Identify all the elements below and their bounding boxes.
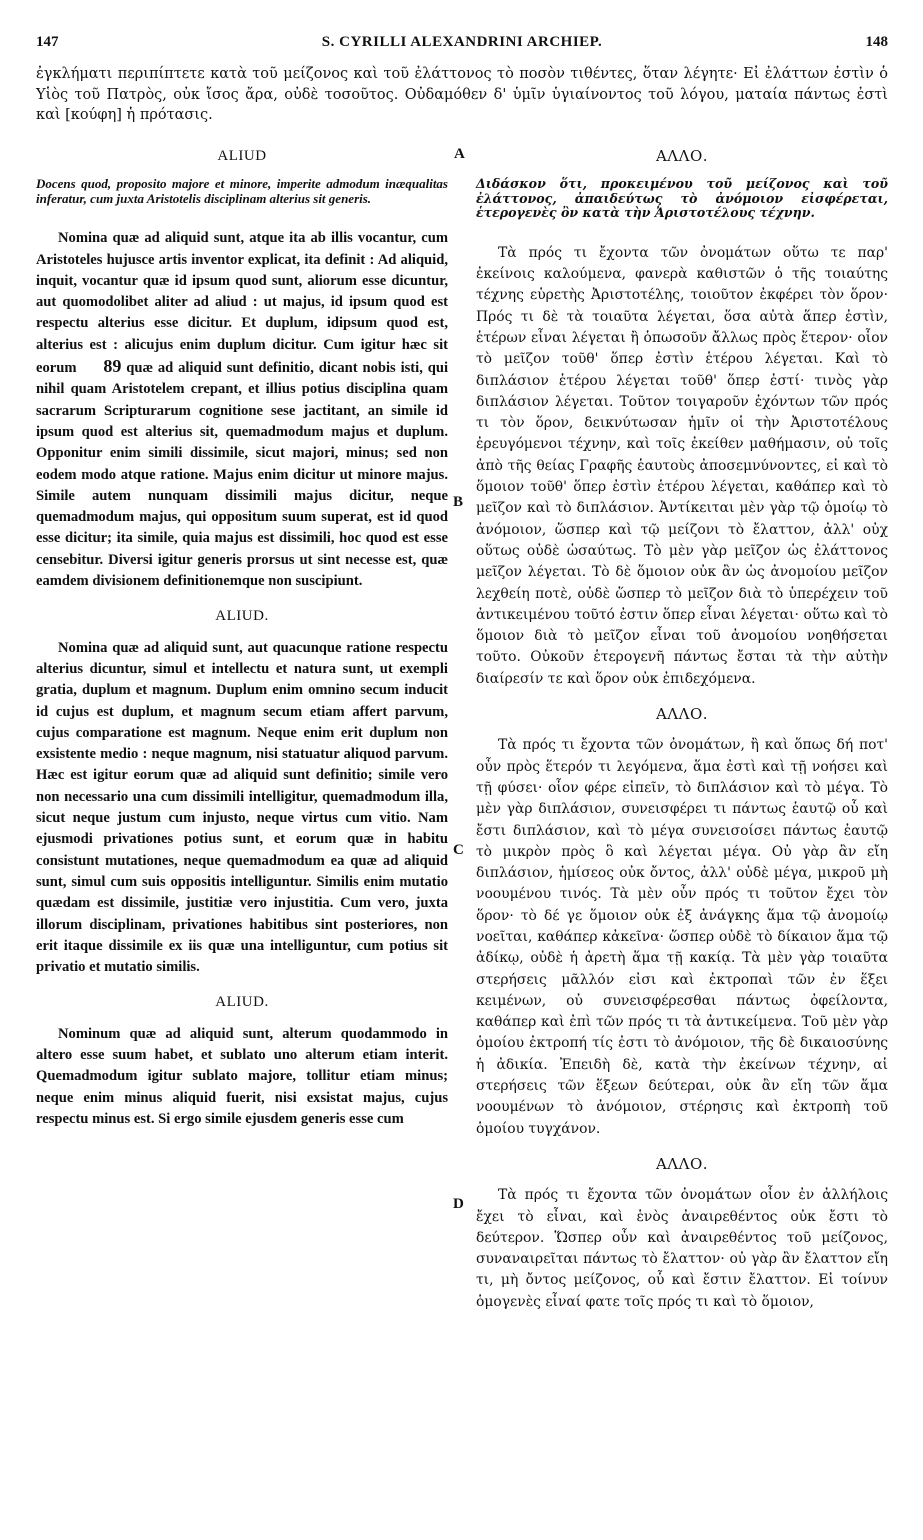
page-number-right: 148: [865, 34, 888, 50]
greek-section-2-text: Τὰ πρός τι ἔχοντα τῶν ὀνομάτων, ἢ καὶ ὅπως δή ποτ' οὖν πρὸς ἕτερόν τι λεγόμενα, ἅμα ἐστὶ καὶ τῇ νοήσει καὶ τῇ φύσει· οἷον φέρε εἰπεῖν, τὸ διπλάσιον καὶ τὸ μέγα. Τὸ μὲν γὰρ διπλάσιον, συνεισφέρει τι πάντως ἑαυτῷ οὗ καὶ ἔστι διπλάσιον, καὶ τὸ μέγα συνεισοίσει πάντως ἑαυτῷ τὸ μικρὸν πρὸς ὃ καὶ λέγεται μέγα. Οὐ γὰρ ἂν εἴη διπλάσιον, ἡμίσεος οὐκ ὄντος, ἀλλ' οὐδὲ μέγα, μικροῦ μὴ νοουμένου τινός. Τὰ μὲν οὖν πρός τι τοῦτον ἔχει τὸν ὅρον· τὸ δέ γε ὅμοιον οὐκ ἐξ ἀνάγκης ἅμα τῷ ἀνομοίῳ νοεῖται, καθάπερ κἀκεῖνα· ὥσπερ οὐδὲ τὸ δίκαιον ἅμα τῷ ἀδίκῳ, οὐδὲ ἡ ἀρετὴ ἅμα τῇ κακίᾳ. Τὰ μὲν γὰρ τοιαῦτα στερήσεις μᾶλλόν εἰσι καὶ ἐκτροπαὶ τῶν ἐν ἕξει κειμένων, οὐ συνεισφέρεσθαι πάντως ὀφείλοντα, καθάπερ καὶ ἐπὶ τῶν πρός τι τὰ ἀντικείμενα. Τοῦ μὲν γὰρ ὁμοίου ἐκτροπή τίς ἐστι τὸ ἀνόμοιον, τῆς δὲ δικαιοσύνης ἡ ἀδικία. Ἐπειδὴ δὲ, κατὰ τὴν ἐκείνων τέχνην, αἱ στερήσεις τῶν ἕξεων δεύτεραι, οὐκ ἂν εἴη τῶν ἅμα νοουμένων τὸ ἀνόμοιον, στέρησις καὶ ἐκτροπὴ τοῦ ὁμοίου τυγχάνον.: [476, 737, 888, 1137]
latin-column: [36, 146, 448, 1144]
intro-greek-text: ἐγκλήματι περιπίπτετε κατὰ τοῦ μείζονος καὶ τοῦ ἐλάττονος τὸ ποσὸν τιθέντες, ὅταν λέγητε· Εἰ ἐλάττων ἐστὶν ὁ Υἱὸς τοῦ Πατρὸς, οὐκ ἴσος ἄρα, οὐδὲ τοσοῦτος. Οὐδαμόθεν δ' ὑμῖν ὑγιαίνοντος τοῦ λόγου, ματαία πάντως ἐστὶ καὶ [κούφη] ἡ πρότασις.: [36, 66, 888, 123]
margin-marker-c: C: [453, 842, 464, 858]
latin-section-1-heading: ALIUD: [217, 148, 267, 164]
greek-section-3-text: Τὰ πρός τι ἔχοντα τῶν ὀνομάτων οἷον ἐν ἀλλήλοις ἔχει τὸ εἶναι, καὶ ἑνὸς ἀναιρεθέντος οὐκ ἔστι τὸ δεύτερον. Ὥσπερ οὖν καὶ ἀναιρεθέντος τοῦ μείζονος, συναναιρεῖται πάντως τὸ ἔλαττον· οὐ γὰρ ἂν ἔλαττον εἴη τι, μὴ ὄντος μείζονος, οὗ καὶ ἔστιν ἔλαττον. Εἰ τοίνυν ὁμογενὲς εἶναί φατε τοῖς πρός τι καὶ τὸ ὅμοιον,: [476, 1187, 888, 1310]
running-title: S. CYRILLI ALEXANDRINI ARCHIEP.: [321, 34, 603, 50]
latin-section-3-text: Nominum quæ ad aliquid sunt, alterum quodammodo in altero esse suum habet, et sublato uno alterum etiam interit. Quemadmodum igitur sublato majore, tollitur etiam minus; neque enim minus aliquid fuerit, nisi exsistat majus, cujus respectu minus est. Si ergo simile ejusdem generis esse cum: [36, 1025, 448, 1127]
greek-section-1-text: Τὰ πρός τι ἔχοντα τῶν ὀνομάτων οὕτω τε παρ' ἐκείνοις καλούμενα, φανερὰ καθιστῶν ὁ τῆς τοιαύτης τέχνης εὑρετὴς Ἀριστοτέλης, τοιοῦτον ἐκφέρει τὸν ὅρον· Πρός τι δὲ τὰ τοιαῦτα λέγεται, ὅσα αὐτὰ ἅπερ ἐστὶν, ἑτέρων εἶναι λέγεται ἢ ὁπωσοῦν ἄλλως πρὸς ἕτερον· οἷον τὸ μεῖζον τοῦθ' ὅπερ ἐστὶν ἑτέρου λέγεται. Καὶ τὸ διπλάσιον ἑτέρου λέγεται τοῦθ' ὅπερ ἐστί· τινὸς γὰρ διπλάσιον λέγεται. Τοῦτον τοιγαροῦν ἐχόντων τῶν πρός τι τὸν ὅρον, δεικνύτωσαν ἡμῖν οἱ τὴν Ἀριστοτέλους ἐρευγόμενοι τέχνην, καὶ τοῖς ἐκείθεν μαθήμασιν, οὐ τοῖς ἀπὸ τῆς θείας Γραφῆς ἑαυτοὺς ἀποσεμνύνοντες, εἰ καὶ τὸ ὅμοιον τοῦθ' ὅπερ ἐστὶν ἑτέρου λέγεται, καθάπερ καὶ τὸ μεῖζον καὶ τὸ διπλάσιον. Ἀντίκειται μὲν γὰρ τῷ ὁμοίῳ τὸ ἀνόμοιον, ὥσπερ καὶ τῷ μείζονι τὸ ἔλαττον, ἀλλ' οὐχ οὕτως οὐδὲ ὡσαύτως. Τὸ μὲν γὰρ μεῖζον ὡς ἐλάττονος μεῖζον λέγεται. Τὸ δὲ ὅμοιον οὐκ ἂν ὡς ἀνομοίου μεῖζον λεχθείη ποτὲ, οὐδὲ ὥσπερ τὸ μεῖζον διὰ τὸ ὑπερέχειν τοῦ ἀντικειμένου τοῦτό ἐστιν ὅπερ εἶναι λέγεται· οὕτω καὶ τὸ ὅμοιον διὰ τὸ μεῖζον εἶναι τοῦ ἀνομοίου νοηθήσεται τοῦτο. Οὐκοῦν ἑτερογενῆ πάντως ἔσται τὰ τὴν αὐτὴν διαίρεσίν τε καὶ ὅρον οὐκ ἐπιδεχόμενα.: [476, 244, 888, 687]
edition-page-number: 89: [103, 356, 122, 377]
page-number-left: 147: [36, 34, 59, 50]
margin-marker-d: D: [453, 1196, 464, 1212]
latin-section-2-text: Nomina quæ ad aliquid sunt, aut quacunque ratione respectu alterius dicuntur, simul et intellectu et natura sunt, ut exempli gratia, duplum et magnum. Duplum enim omnino secum inducit id cujus est duplum, et magnum secum etiam affert parvum, cujus comparatione est magnum. Neque enim erit duplum non exsistente medio : neque magnum, nisi statuatur aliquod parvum. Hæc est igitur eorum quæ ad aliquid sunt definitio; simile vero non necessario una cum dissimili intelligitur, quemadmodum illa, sicut neque justum cum injusto, neque virtus cum vitio. Nam ejusmodi privationes potius sunt, et eorum quæ in habitu consistunt mutationes, neque quemadmodum ea quæ ad aliquid sunt, simul cum suis oppositis intelliguntur. Similis enim mutatio quædam est dissimile, justitiæ vero injustitia. Cum vero, juxta illorum disciplinam, privationes habitibus sint posteriores, non erit itaque dissimile ex iis quæ una intelliguntur, cum potius sit privatio et mutatio similis.: [36, 639, 448, 976]
latin-section-1-text-a: Nomina quæ ad aliquid sunt, atque ita ab illis vocantur, cum Aristoteles hujusce artis inventor explicat, ita definit : Ad aliquid, inquit, vocantur quæ id ipsum quod sunt, aliorum esse dicuntur, aut quomodolibet aliter ad aliud : ut majus, id ipsum quod est respectu alterius esse dicitur. Et duplum, idipsum quod est, alterius est : alicujus enim duplum dicitur. Cum igitur hæc sit eorum: [36, 230, 448, 377]
greek-section-1-heading: ΑΛΛΟ.: [655, 147, 709, 165]
greek-section-3-heading: ΑΛΛΟ.: [655, 1154, 709, 1173]
margin-marker-a: A: [454, 146, 465, 162]
latin-section-2-heading: ALIUD.: [215, 608, 269, 625]
running-head: [36, 34, 888, 56]
margin-marker-b: B: [453, 494, 464, 510]
latin-section-3-heading: ALIUD.: [215, 994, 269, 1011]
latin-section-1-text-b: quæ ad aliquid sunt definitio, dicant nobis isti, qui nihil quam Aristotelem crepant, et illius potius disciplina quam sacrarum Scripturarum cognitione sese jactitant, an simile id ipsum quod est alterius sit, quemadmodum majus et duplum. Opponitur enim simili dissimile, sicut majori, minus; sed non eodem modo atque ratione. Majus enim dicitur ut minore majus. Simile autem nunquam dissimili majus dicitur, neque quemadmodum majus, qui oppositum suum superat, est id quod esse dicitur; ita simile, quia majus est dissimili, hoc quod est esse censebitur. Diversi igitur generis prorsus ut sint necesse est, quæ eamdem divisionem definitionemque non suscipiunt.: [36, 360, 448, 590]
greek-column: [476, 146, 888, 1327]
greek-section-2-heading: ΑΛΛΟ.: [655, 705, 709, 724]
latin-section-1-summary: Docens quod, proposito majore et minore, imperite admodum inæqualitas inferatur, cum juxta Aristotelis disciplinam alterius sit generis.: [36, 176, 448, 206]
greek-section-1-summary: Διδάσκον ὅτι, προκειμένου τοῦ μείζονος καὶ τοῦ ἐλάττονος, ἀπαιδεύτως τὸ ἀνόμοιον εἰσφέρεται, ἑτερογενὲς ὂν κατὰ τὴν Ἀριστοτέλους τέχνην.: [476, 176, 888, 221]
latin-section-1-text: [36, 228, 448, 592]
